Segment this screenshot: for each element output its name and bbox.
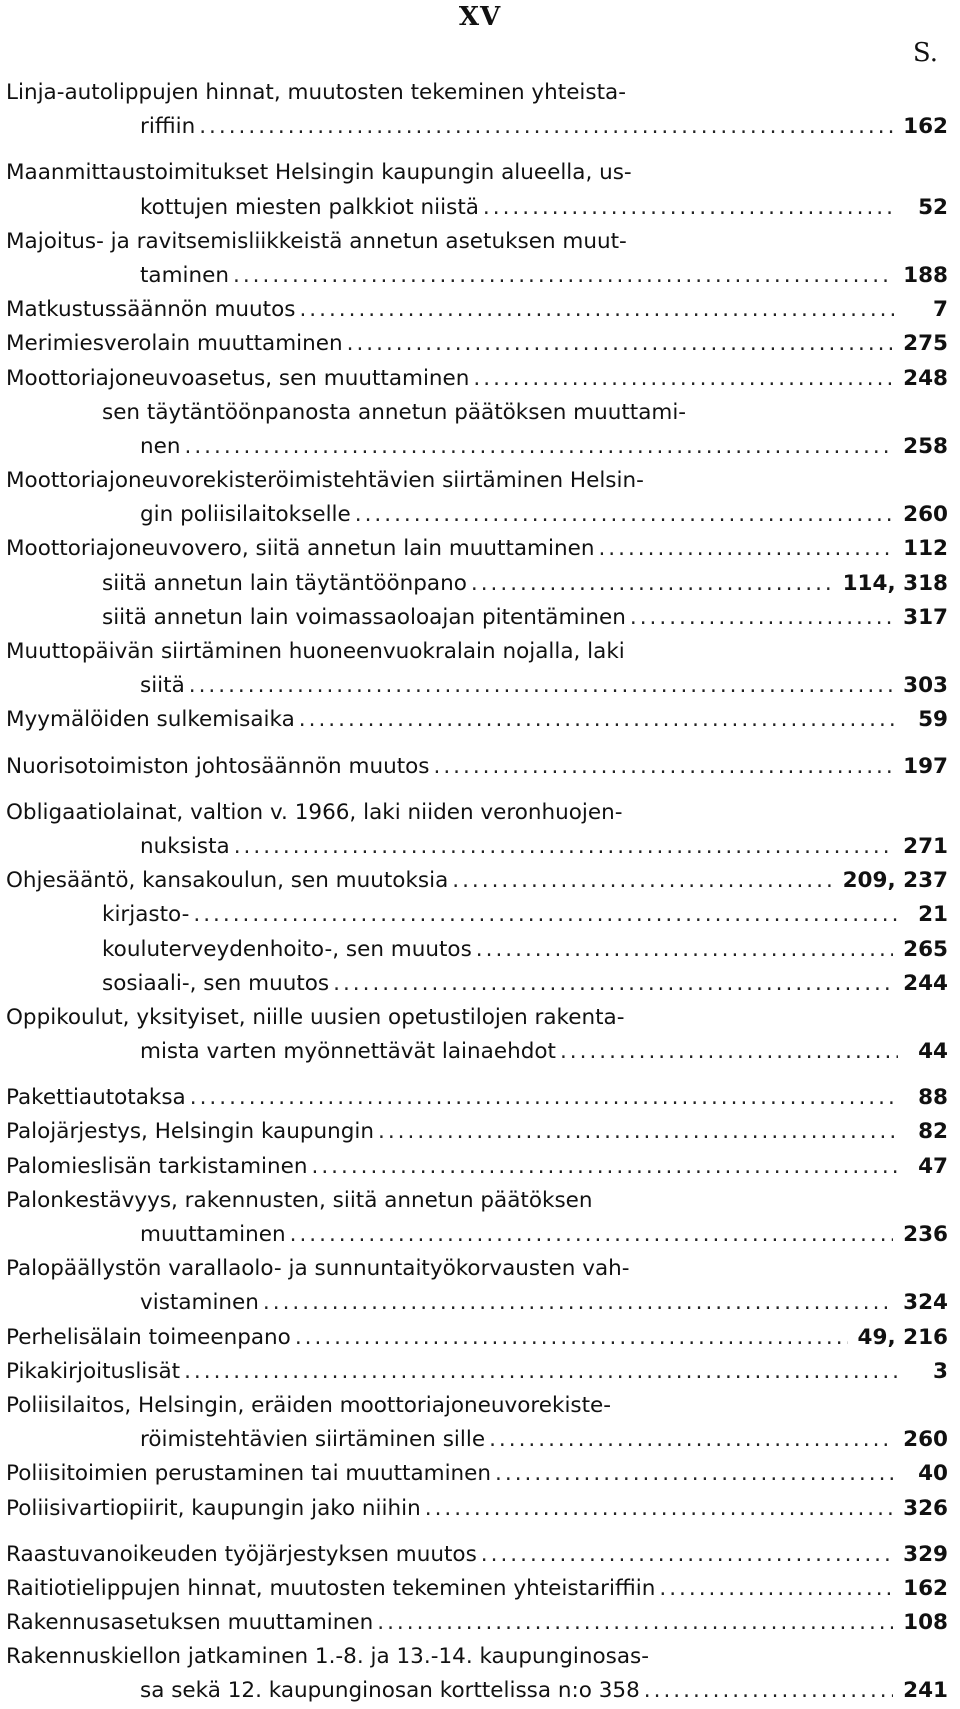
index-line bbox=[6, 430, 948, 464]
index-line bbox=[6, 1286, 948, 1320]
entry-text: taminen bbox=[140, 262, 230, 288]
entry-text: Moottoriajoneuvorekisteröimistehtävien siirtäminen Helsin- bbox=[6, 468, 644, 494]
entry-text: röimistehtävien siirtäminen sille bbox=[140, 1427, 486, 1453]
leader-dots bbox=[434, 750, 894, 784]
leader-dots bbox=[377, 1606, 893, 1640]
entry-text: nuksista bbox=[140, 833, 230, 859]
leader-dots bbox=[184, 1355, 898, 1389]
entry-text: Merimiesverolain muuttaminen bbox=[6, 331, 343, 357]
entry-text: Moottoriajoneuvoasetus, sen muuttaminen bbox=[6, 365, 470, 391]
page-number: XV bbox=[458, 2, 502, 32]
index-line bbox=[6, 1115, 948, 1149]
leader-dots bbox=[495, 1457, 898, 1491]
leader-dots bbox=[659, 1572, 893, 1606]
entry-text: vistaminen bbox=[140, 1290, 259, 1316]
entry-text: nen bbox=[140, 433, 181, 459]
index-line bbox=[6, 156, 948, 190]
leader-dots bbox=[378, 1115, 898, 1149]
entry-text: Oppikoulut, yksityiset, niille uusien opetustilojen rakenta- bbox=[6, 1004, 625, 1030]
index-line bbox=[6, 362, 948, 396]
entry-page: 59 bbox=[918, 707, 948, 733]
index-line bbox=[6, 259, 948, 293]
entry-text: siitä bbox=[140, 673, 185, 699]
index-line bbox=[6, 327, 948, 361]
entry-text: Poliisilaitos, Helsingin, eräiden moottoriajoneuvorekiste- bbox=[6, 1392, 612, 1418]
entry-text: Palomieslisän tarkistaminen bbox=[6, 1153, 308, 1179]
entry-text: siitä annetun lain voimassaoloajan pitentäminen bbox=[102, 604, 626, 630]
index-line bbox=[6, 635, 948, 669]
index-line bbox=[6, 1538, 948, 1572]
index-line bbox=[6, 225, 948, 259]
entry-text: Myymälöiden sulkemisaika bbox=[6, 707, 295, 733]
leader-dots bbox=[560, 1035, 898, 1069]
index-entries bbox=[6, 76, 948, 1709]
entry-page: 162 bbox=[903, 1575, 948, 1601]
entry-text: sosiaali-, sen muutos bbox=[102, 970, 330, 996]
entry-text: Rakennuskiellon jatkaminen 1.-8. ja 13.-14. kaupunginosas- bbox=[6, 1644, 649, 1670]
entry-page: 275 bbox=[903, 331, 948, 357]
entry-text: kirjasto- bbox=[102, 902, 190, 928]
index-line bbox=[6, 1081, 948, 1115]
entry-page: 49, 216 bbox=[857, 1324, 948, 1350]
entry-page: 248 bbox=[903, 365, 948, 391]
entry-page: 162 bbox=[903, 114, 948, 140]
index-line bbox=[6, 76, 948, 110]
page-column-header: S. bbox=[912, 38, 938, 68]
index-line bbox=[6, 1457, 948, 1491]
entry-page: 108 bbox=[903, 1610, 948, 1636]
entry-text: mista varten myönnettävät lainaehdot bbox=[140, 1039, 556, 1065]
entry-text: muuttaminen bbox=[140, 1222, 286, 1247]
leader-dots bbox=[476, 933, 893, 967]
leader-dots bbox=[473, 362, 893, 396]
entry-text: Poliisivartiopiirit, kaupungin jako niihin bbox=[6, 1495, 421, 1521]
entry-page: 82 bbox=[918, 1119, 948, 1145]
leader-dots bbox=[199, 110, 893, 144]
entry-text: Obligaatiolainat, valtion v. 1966, laki niiden veronhuojen- bbox=[6, 799, 623, 825]
entry-page: 44 bbox=[918, 1039, 948, 1065]
entry-text: Rakennusasetuksen muuttaminen bbox=[6, 1610, 374, 1636]
entry-page: 209, 237 bbox=[842, 868, 948, 894]
leader-dots bbox=[184, 430, 893, 464]
index-line bbox=[6, 396, 948, 430]
entry-page: 40 bbox=[918, 1461, 948, 1487]
leader-dots bbox=[233, 259, 893, 293]
entry-text: kottujen miesten palkkiot niistä bbox=[140, 194, 479, 220]
leader-dots bbox=[355, 498, 893, 532]
entry-page: 326 bbox=[903, 1495, 948, 1521]
entry-text: kouluterveydenhoito-, sen muutos bbox=[102, 936, 472, 962]
index-line bbox=[6, 1252, 948, 1286]
leader-dots bbox=[299, 703, 898, 737]
entry-page: 7 bbox=[933, 297, 948, 323]
entry-text: Maanmittaustoimitukset Helsingin kaupungin alueella, us- bbox=[6, 160, 632, 186]
index-line bbox=[6, 1184, 948, 1218]
leader-dots bbox=[425, 1492, 893, 1526]
entry-text: gin poliisilaitokselle bbox=[140, 502, 351, 528]
entry-page: 197 bbox=[903, 753, 948, 779]
entry-page: 260 bbox=[903, 1427, 948, 1453]
entry-page: 317 bbox=[903, 604, 948, 630]
index-line bbox=[6, 1035, 948, 1069]
leader-dots bbox=[299, 293, 898, 327]
entry-text: Raastuvanoikeuden työjärjestyksen muutos bbox=[6, 1541, 477, 1567]
entry-text: Poliisitoimien perustaminen tai muuttaminen bbox=[6, 1461, 492, 1487]
entry-page: 114, 318 bbox=[842, 570, 948, 596]
index-line bbox=[6, 703, 948, 737]
leader-dots bbox=[452, 864, 832, 898]
index-line bbox=[6, 1218, 948, 1252]
entry-page: 260 bbox=[903, 502, 948, 528]
leader-dots bbox=[290, 1218, 893, 1252]
entry-text: siitä annetun lain täytäntöönpano bbox=[102, 570, 467, 596]
entry-page: 236 bbox=[903, 1222, 948, 1247]
index-line bbox=[6, 967, 948, 1001]
index-line bbox=[6, 898, 948, 932]
leader-dots bbox=[483, 191, 898, 225]
entry-page: 244 bbox=[903, 970, 948, 996]
index-line bbox=[6, 1321, 948, 1355]
entry-text: Muuttopäivän siirtäminen huoneenvuokralain nojalla, laki bbox=[6, 639, 625, 664]
index-line bbox=[6, 1492, 948, 1526]
index-line bbox=[6, 1640, 948, 1674]
leader-dots bbox=[234, 830, 893, 864]
entry-text: Moottoriajoneuvovero, siitä annetun lain muuttaminen bbox=[6, 536, 595, 562]
index-line bbox=[6, 293, 948, 327]
entry-text: Pakettiautotaksa bbox=[6, 1085, 186, 1111]
leader-dots bbox=[347, 327, 893, 361]
entry-text: Palonkestävyys, rakennusten, siitä annetun päätöksen bbox=[6, 1187, 593, 1213]
entry-page: 21 bbox=[918, 902, 948, 928]
leader-dots bbox=[189, 669, 893, 703]
entry-text: sa sekä 12. kaupunginosan korttelissa n:o 358 bbox=[140, 1678, 640, 1704]
entry-text: Majoitus- ja ravitsemisliikkeistä annetun asetuksen muut- bbox=[6, 228, 627, 254]
entry-text: Matkustussäännön muutos bbox=[6, 297, 296, 323]
leader-dots bbox=[263, 1286, 893, 1320]
index-line bbox=[6, 498, 948, 532]
leader-dots bbox=[312, 1150, 898, 1184]
entry-page: 265 bbox=[903, 936, 948, 962]
index-line bbox=[6, 567, 948, 601]
leader-dots bbox=[190, 1081, 898, 1115]
entry-text: Ohjesääntö, kansakoulun, sen muutoksia bbox=[6, 868, 449, 894]
index-line bbox=[6, 864, 948, 898]
entry-page: 324 bbox=[903, 1290, 948, 1316]
entry-text: Raitiotielippujen hinnat, muutosten tekeminen yhteistariffiin bbox=[6, 1575, 656, 1601]
index-line bbox=[6, 464, 948, 498]
leader-dots bbox=[471, 567, 833, 601]
entry-page: 52 bbox=[918, 194, 948, 220]
entry-page: 258 bbox=[903, 433, 948, 459]
entry-page: 241 bbox=[903, 1678, 948, 1704]
entry-page: 303 bbox=[903, 673, 948, 699]
index-line bbox=[6, 110, 948, 144]
index-line bbox=[6, 1606, 948, 1640]
index-line bbox=[6, 1355, 948, 1389]
index-line bbox=[6, 1001, 948, 1035]
index-line bbox=[6, 1423, 948, 1457]
entry-text: Linja-autolippujen hinnat, muutosten tekeminen yhteista- bbox=[6, 80, 626, 105]
leader-dots bbox=[630, 601, 893, 635]
entry-page: 88 bbox=[918, 1085, 948, 1111]
index-line bbox=[6, 750, 948, 784]
index-line bbox=[6, 1389, 948, 1423]
entry-page: 112 bbox=[903, 536, 948, 562]
index-line bbox=[6, 669, 948, 703]
index-line bbox=[6, 830, 948, 864]
entry-text: Palopäällystön varallaolo- ja sunnuntaityökorvausten vah- bbox=[6, 1256, 630, 1282]
leader-dots bbox=[481, 1538, 893, 1572]
entry-text: Nuorisotoimiston johtosäännön muutos bbox=[6, 753, 430, 779]
index-line bbox=[6, 532, 948, 566]
leader-dots bbox=[333, 967, 893, 1001]
index-line bbox=[6, 1572, 948, 1606]
leader-dots bbox=[295, 1321, 848, 1355]
index-line bbox=[6, 601, 948, 635]
entry-page: 188 bbox=[903, 262, 948, 288]
index-line bbox=[6, 191, 948, 225]
leader-dots bbox=[489, 1423, 893, 1457]
entry-page: 329 bbox=[903, 1541, 948, 1567]
index-line bbox=[6, 933, 948, 967]
entry-page: 271 bbox=[903, 833, 948, 859]
entry-text: Palojärjestys, Helsingin kaupungin bbox=[6, 1119, 374, 1145]
entry-text: sen täytäntöönpanosta annetun päätöksen muuttami- bbox=[102, 399, 687, 425]
leader-dots bbox=[598, 532, 893, 566]
entry-page: 3 bbox=[933, 1358, 948, 1384]
entry-text: riffiin bbox=[140, 114, 196, 140]
index-line bbox=[6, 1150, 948, 1184]
index-line bbox=[6, 796, 948, 830]
leader-dots bbox=[193, 898, 898, 932]
entry-text: Perhelisälain toimeenpano bbox=[6, 1324, 291, 1350]
entry-page: 47 bbox=[918, 1153, 948, 1179]
entry-text: Pikakirjoituslisät bbox=[6, 1358, 181, 1384]
